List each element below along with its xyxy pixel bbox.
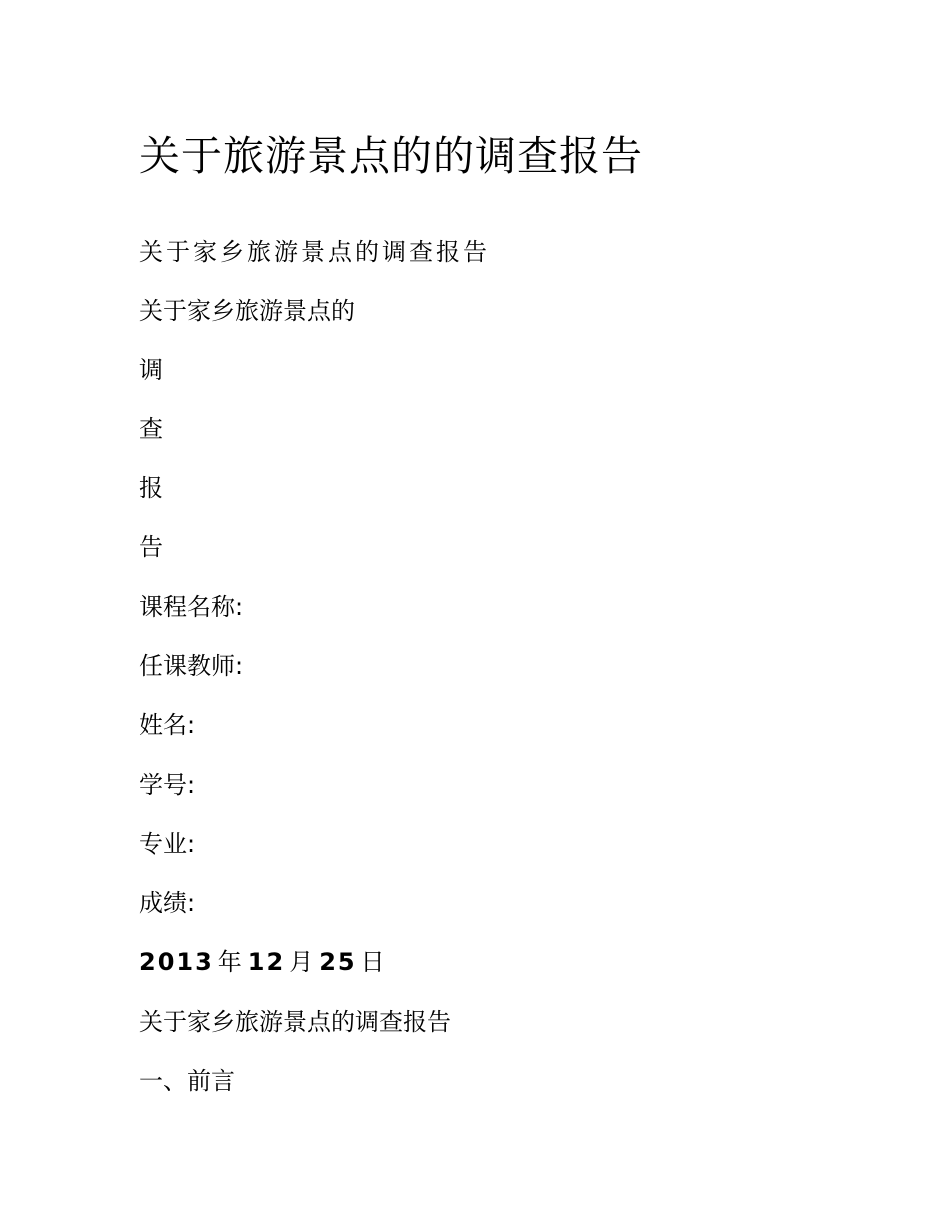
grade-label: 成绩: [139,889,196,917]
major-label: 专业: [139,830,196,858]
student-id-label: 学号: [139,771,196,799]
date-year: 2013 [139,948,214,976]
document-title: 关于旅游景点的的调查报告 [139,132,643,180]
report-date [139,946,391,978]
cover-char-bao: 报 [139,474,163,502]
cover-char-gao: 告 [139,533,163,561]
cover-char-cha: 查 [139,415,163,443]
section-heading-preface: 一、前言 [139,1067,235,1095]
name-label: 姓名: [139,711,196,739]
teacher-label: 任课教师: [139,652,244,680]
date-day: 25 [319,948,357,976]
date-month-unit: 月 [289,948,316,976]
date-month: 12 [247,948,286,976]
document-subtitle: 关于家乡旅游景点的调查报告 [139,238,490,266]
report-heading: 关于家乡旅游景点的调查报告 [139,1008,451,1036]
cover-char-diao: 调 [139,356,163,384]
course-name-label: 课程名称: [139,593,244,621]
date-day-unit: 日 [360,948,387,976]
cover-title-part: 关于家乡旅游景点的 [139,297,355,325]
date-year-unit: 年 [217,948,244,976]
